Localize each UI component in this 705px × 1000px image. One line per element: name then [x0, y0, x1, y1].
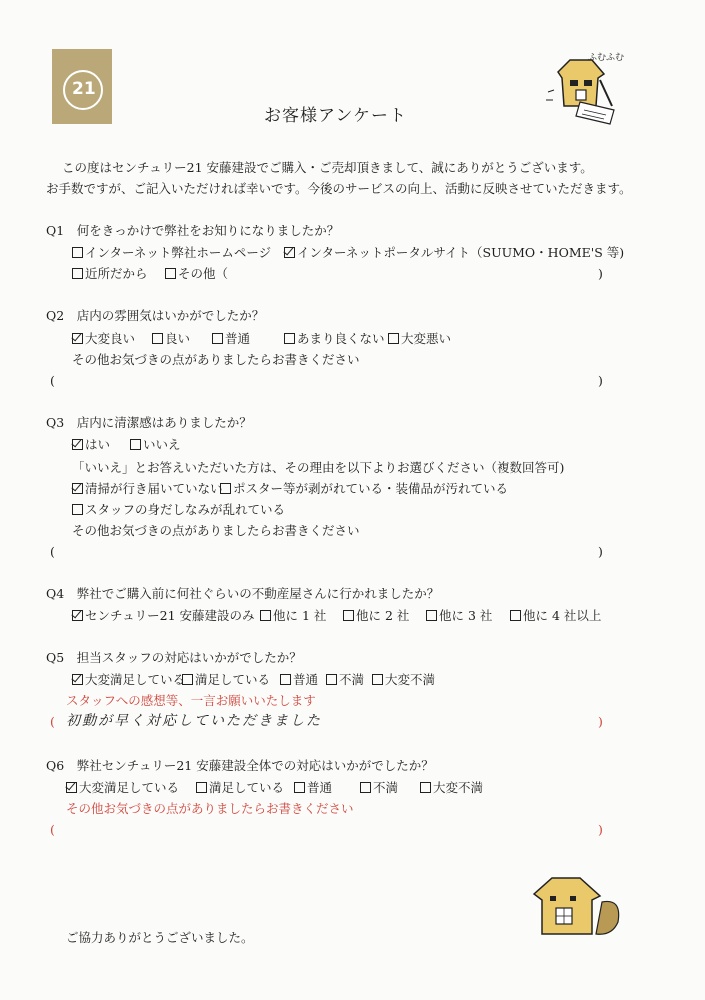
dog-mascot-house-icon: [530, 872, 625, 940]
q2-opt1[interactable]: 大変良い: [72, 333, 135, 346]
q6-opt1[interactable]: 大変満足している: [66, 782, 179, 795]
q4-opt2[interactable]: 他に 1 社: [260, 610, 326, 623]
q5-opt1[interactable]: 大変満足している: [72, 674, 185, 687]
page-title: お客様アンケート: [264, 106, 407, 126]
checkbox[interactable]: [420, 782, 431, 793]
q4-opt1[interactable]: センチュリー21 安藤建設のみ: [72, 610, 255, 623]
q2-opt2[interactable]: 良い: [152, 333, 190, 346]
checkbox[interactable]: [72, 247, 83, 258]
q3-reason2[interactable]: ポスター等が剥がれている・装備品が汚れている: [220, 483, 508, 496]
checkbox[interactable]: [294, 782, 305, 793]
q6-opt3[interactable]: 普通: [294, 782, 332, 795]
q3-opt-yes[interactable]: はい: [72, 439, 110, 452]
checkbox-checked[interactable]: [66, 782, 77, 793]
q5-opt4[interactable]: 不満: [326, 674, 364, 687]
q6-opt5[interactable]: 大変不満: [420, 782, 483, 795]
q3-paren-open: (: [50, 544, 55, 559]
checkbox-checked[interactable]: [284, 247, 295, 258]
checkbox[interactable]: [196, 782, 207, 793]
checkbox-checked[interactable]: [72, 674, 83, 685]
q5-opt3[interactable]: 普通: [280, 674, 318, 687]
q3-label: Q3 店内に清潔感はありましたか？: [46, 415, 252, 430]
checkbox[interactable]: [326, 674, 337, 685]
q3-paren-close: ): [598, 544, 603, 559]
q1-paren-close: ): [598, 266, 603, 281]
q1-opt3[interactable]: 近所だから: [72, 268, 148, 281]
q2-paren-open: (: [50, 373, 55, 388]
checkbox[interactable]: [182, 674, 193, 685]
q1-opt4[interactable]: その他（: [165, 268, 228, 281]
q6-paren-open: (: [50, 822, 55, 837]
q1-opt1[interactable]: インターネット弊社ホームページ: [72, 247, 271, 260]
checkbox[interactable]: [372, 674, 383, 685]
q1-label: Q1 何をきっかけで弊社をお知りになりましたか？: [46, 223, 340, 238]
q1-opt2[interactable]: インターネットポータルサイト（SUUMO・HOME'S 等): [284, 247, 624, 260]
closing-text: ご協力ありがとうございました。: [66, 930, 254, 945]
q5-opt5[interactable]: 大変不満: [372, 674, 435, 687]
q2-paren-close: ): [598, 373, 603, 388]
checkbox[interactable]: [72, 504, 83, 515]
checkbox[interactable]: [220, 483, 231, 494]
checkbox[interactable]: [360, 782, 371, 793]
checkbox-checked[interactable]: [72, 439, 83, 450]
checkbox[interactable]: [212, 333, 223, 344]
q5-handwritten-answer[interactable]: 初動が早く対応していただきました: [66, 713, 322, 729]
q6-opt4[interactable]: 不満: [360, 782, 398, 795]
checkbox[interactable]: [426, 610, 437, 621]
q2-prompt: その他お気づきの点がありましたらお書きください: [72, 352, 360, 367]
q5-paren-close: ): [598, 714, 603, 729]
checkbox[interactable]: [130, 439, 141, 450]
q6-opt2[interactable]: 満足している: [196, 782, 284, 795]
q2-opt5[interactable]: 大変悪い: [388, 333, 451, 346]
q6-prompt: その他お気づきの点がありましたらお書きください: [66, 801, 354, 816]
checkbox-checked[interactable]: [72, 610, 83, 621]
q3-note: 「いいえ」とお答えいただいた方は、その理由を以下よりお選びください（複数回答可): [72, 460, 565, 475]
intro-line-2: お手数ですが、ご記入いただければ幸いです。今後のサービスの向上、活動に反映させていただきます。: [46, 181, 632, 196]
q2-opt4[interactable]: あまり良くない: [284, 333, 385, 346]
q6-label: Q6 弊社センチュリー21 安藤建設全体での対応はいかがでしたか？: [46, 758, 434, 773]
checkbox[interactable]: [72, 268, 83, 279]
q4-opt4[interactable]: 他に 3 社: [426, 610, 492, 623]
checkbox[interactable]: [152, 333, 163, 344]
checkbox-checked[interactable]: [72, 483, 83, 494]
checkbox[interactable]: [284, 333, 295, 344]
q3-reason3[interactable]: スタッフの身だしなみが乱れている: [72, 504, 285, 517]
mascot-caption: ふむふむ: [588, 53, 625, 63]
intro-line-1: この度はセンチュリー21 安藤建設でご購入・ご売却頂きまして、誠にありがとうございます。: [62, 160, 593, 175]
q4-label: Q4 弊社でご購入前に何社ぐらいの不動産屋さんに行かれましたか？: [46, 586, 440, 601]
company-logo: [52, 49, 112, 124]
checkbox[interactable]: [343, 610, 354, 621]
q2-opt3[interactable]: 普通: [212, 333, 250, 346]
q5-paren-open: (: [50, 714, 55, 729]
logo-text: 21: [72, 79, 96, 99]
checkbox[interactable]: [260, 610, 271, 621]
q3-opt-no[interactable]: いいえ: [130, 439, 181, 452]
q4-opt3[interactable]: 他に 2 社: [343, 610, 409, 623]
q3-reason1[interactable]: 清掃が行き届いていない: [72, 483, 223, 496]
q5-opt2[interactable]: 満足している: [182, 674, 270, 687]
q2-label: Q2 店内の雰囲気はいかがでしたか？: [46, 308, 265, 323]
q5-label: Q5 担当スタッフの対応はいかがでしたか？: [46, 650, 302, 665]
q3-prompt: その他お気づきの点がありましたらお書きください: [72, 523, 360, 538]
checkbox[interactable]: [510, 610, 521, 621]
checkbox[interactable]: [388, 333, 399, 344]
checkbox[interactable]: [280, 674, 291, 685]
checkbox[interactable]: [165, 268, 176, 279]
q4-opt5[interactable]: 他に 4 社以上: [510, 610, 601, 623]
q6-paren-close: ): [598, 822, 603, 837]
checkbox-checked[interactable]: [72, 333, 83, 344]
q5-prompt: スタッフへの感想等、一言お願いいたします: [66, 693, 316, 708]
